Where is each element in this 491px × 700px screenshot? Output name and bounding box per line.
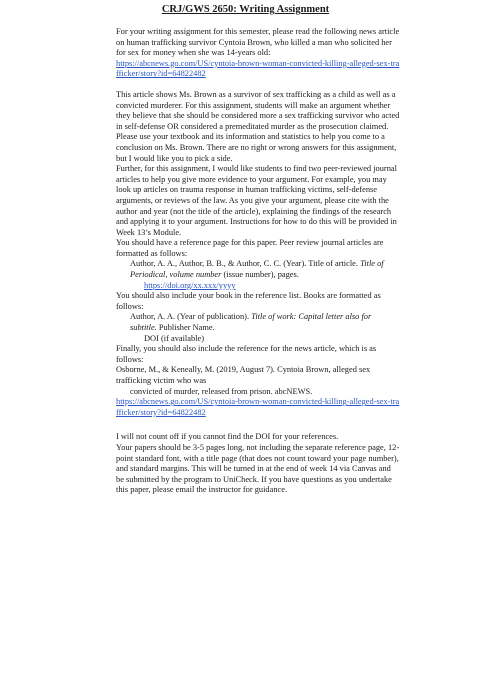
journal-ref-periodical: Title of Periodical, volume number (130, 259, 384, 280)
article-link[interactable]: https://abcnews.go.com/US/cyntoia-brown-woman-convicted-killing-alleged-sex-trafficker/story?id=64822482 (116, 58, 400, 79)
paragraph-reference-page: You should have a reference page for this paper. Peer review journal articles are formatted as follows: (116, 238, 384, 258)
journal-ref-authors: Author, A. A., Author, B. B., & Author, C. C. (Year). Title of article. (130, 259, 358, 269)
paragraph-doi-note: I will not count off if you cannot find the DOI for your references. (116, 432, 339, 442)
paragraph-textbook: Please use your textbook and its information and statistics to help you come to a conclusion on Ms. Brown. There are no right or wrong answers for this assignment, but I would like you to pick a side. (116, 132, 397, 163)
intro-paragraph: For your writing assignment for this semester, please read the following news article on human trafficking survivor Cyntoia Brown, who killed a man who solicited her for sex for money when she was 14-years old: (116, 27, 400, 58)
paragraph-book: You should also include your book in the reference list. Books are formatted as follows: (116, 291, 381, 311)
book-ref-doi: DOI (if available) (144, 333, 204, 343)
document-body (116, 27, 400, 496)
book-ref-publisher: Publisher Name. (158, 323, 215, 333)
paragraph-overview: This article shows Ms. Brown as a survivor of sex trafficking as a child as well as a convicted murderer. For this assignment, students will make an argument whether they believe that she should be considered more a sex trafficking survivor who acted in self-defense OR considered a premeditated murder as the prosecution claimed. (116, 89, 400, 131)
book-reference-format (116, 312, 400, 333)
paragraph-journals: Further, for this assignment, I would like students to find two peer-reviewed journal articles to help you give more evidence to your argument. For example, you may look up articles on trauma response in human trafficking victims, self-defense arguments, or reviews of the law. As you give your argument, please cite with the author and year (not the title of the article), explaining the findings of the research and applying it to your argument. Instructions for how to do this will be provided in Week 13’s Module. (116, 164, 397, 237)
paragraph-requirements: Your papers should be 3-5 pages long, not including the separate reference page, 12-point standard font, with a title page (that does not count toward your page number), and standard margins. This will be turned in at the end of week 14 via Canvas and be submitted by the program to UniCheck. If you have questions as you undertake this paper, please email the instructor for guidance. (116, 442, 400, 495)
news-reference-link[interactable]: https://abcnews.go.com/US/cyntoia-brown-woman-convicted-killing-alleged-sex-trafficker/story?id=64822482 (116, 397, 400, 417)
paragraph-news-reference: Finally, you should also include the reference for the news article, which is as follows: (116, 344, 377, 364)
book-ref-title: Title of work: Capital letter also for subtitle. (130, 312, 372, 333)
news-reference-line1: Osborne, M., & Keneally, M. (2019, August 7). Cyntoia Brown, alleged sex trafficking victim who was (116, 365, 371, 385)
journal-reference-format (116, 259, 400, 280)
doi-example-link[interactable]: https://doi.org/xx.xxx/yyyy (144, 280, 236, 290)
journal-ref-pages: (issue number), pages. (223, 270, 299, 280)
news-reference-line2: convicted of murder, released from prison. abcNEWS. (130, 386, 313, 396)
page-title: CRJ/GWS 2650: Writing Assignment (161, 4, 330, 15)
book-ref-authors: Author, A. A. (Year of publication). (130, 312, 250, 322)
